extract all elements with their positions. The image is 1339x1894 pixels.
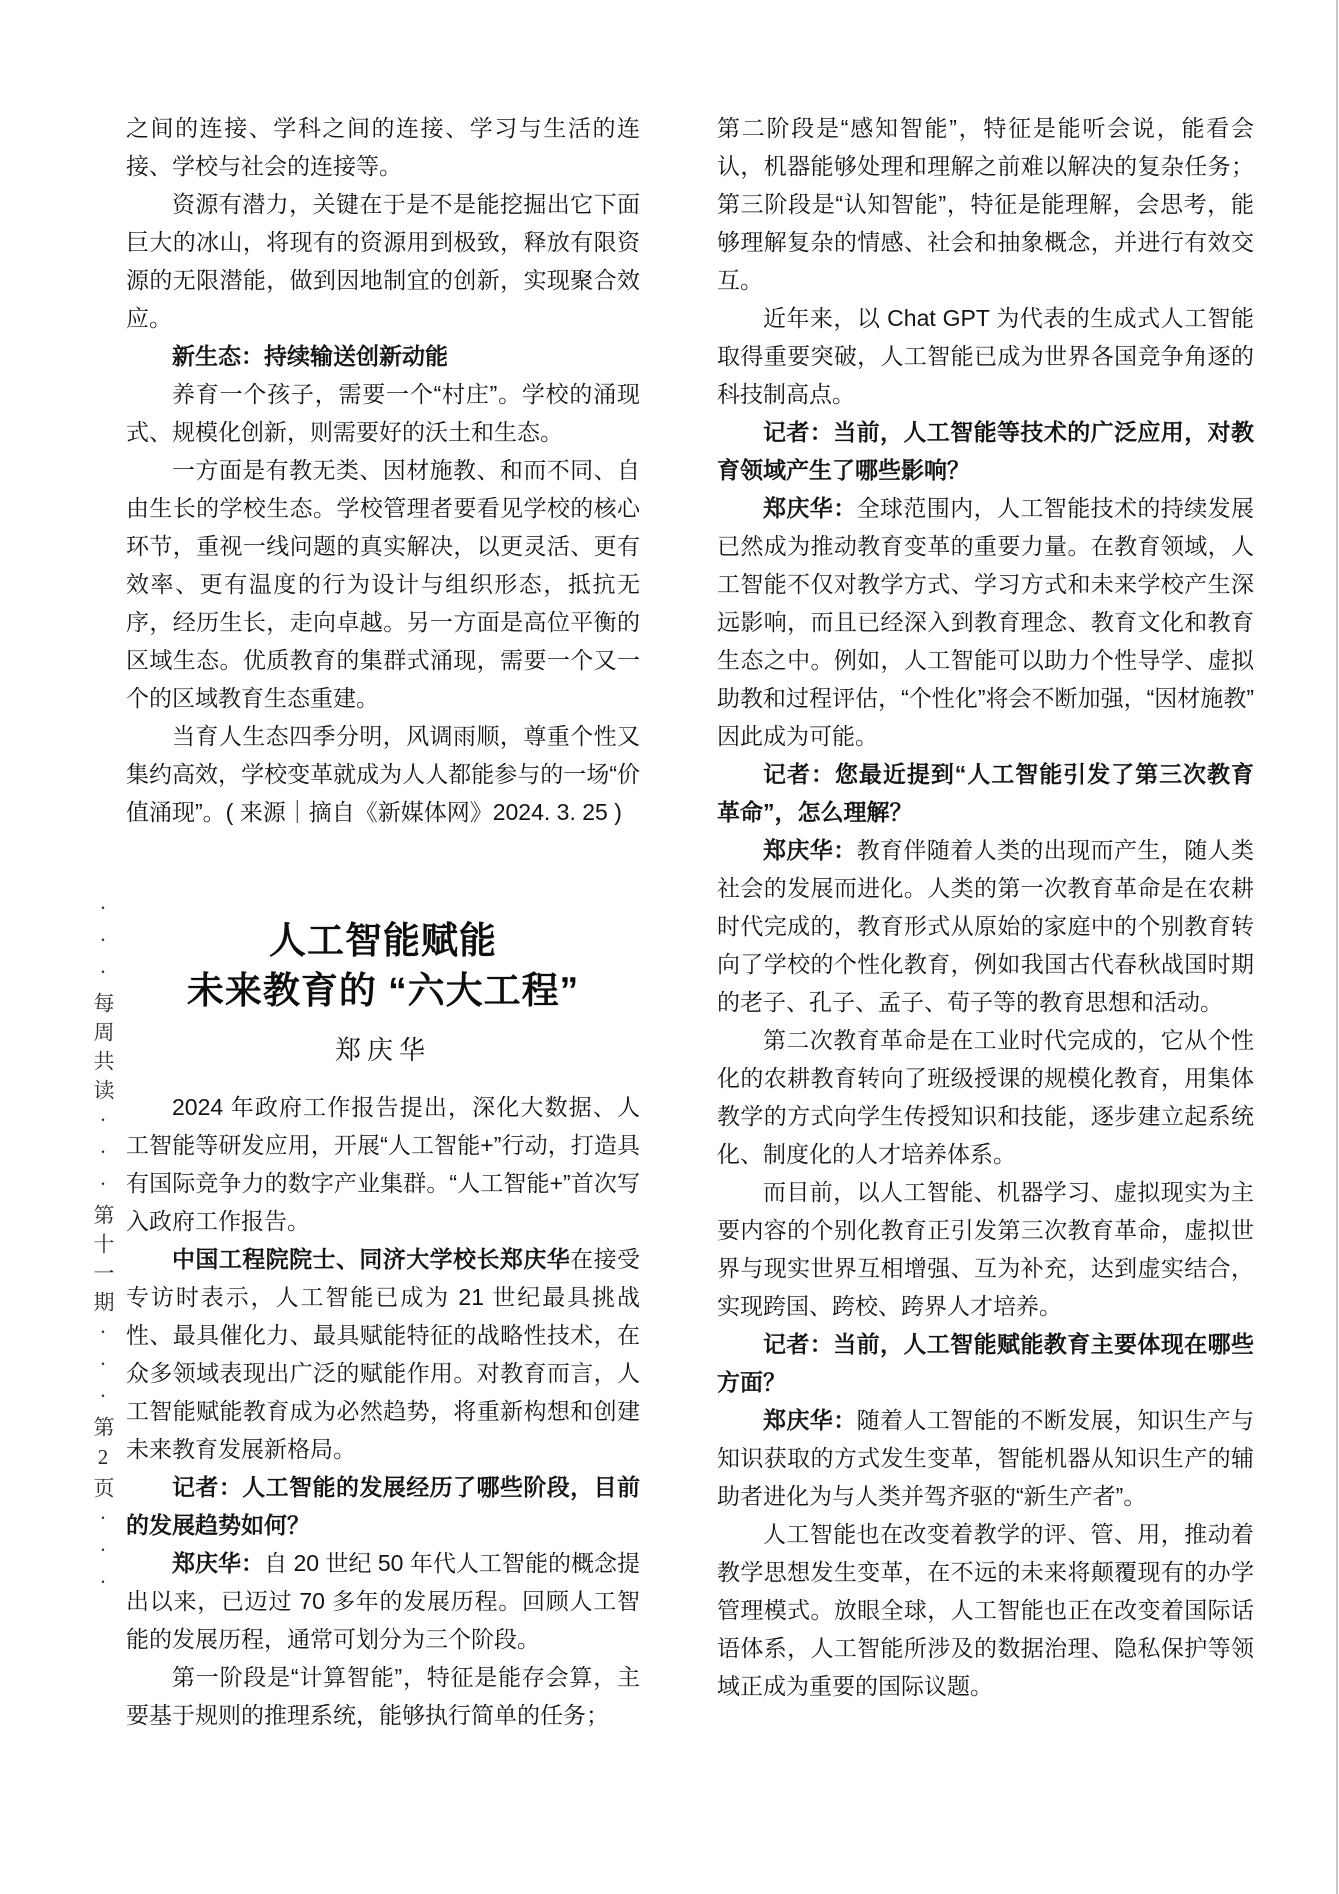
article2-title-block [126, 916, 640, 1070]
scan-edge-line [1336, 0, 1338, 1894]
sidebar-vertical-label: ···每周共读···第十一期···第2页··· [91, 896, 115, 1602]
paragraph: 中国工程院院士、同济大学校长郑庆华在接受专访时表示，人工智能已成为 21 世纪最具挑战性、最具催化力、最具赋能特征的战略性技术，在众多领域表现出广泛的赋能作用。对教育而言，人工智能赋能教育成为必然趋势，将重新构想和创建未来教育发展新格局。 [126, 1246, 641, 1462]
paragraph: 记者：当前，人工智能等技术的广泛应用，对教育领域产生了哪些影响？ [717, 419, 1254, 483]
paragraph: 资源有潜力，关键在于是不是能挖掘出它下面巨大的冰山，将现有的资源用到极致，释放有限资源的无限潜能，做到因地制宜的创新，实现聚合效应。 [126, 191, 640, 331]
paragraph: 而目前，以人工智能、机器学习、虚拟现实为主要内容的个别化教育正引发第三次教育革命，虚拟世界与现实世界互相增强、互为补充，达到虚实结合，实现跨国、跨校、跨界人才培养。 [717, 1179, 1254, 1319]
paragraph: 第一阶段是“计算智能”，特征是能存会算，主要基于规则的推理系统，能够执行简单的任务； [126, 1664, 640, 1728]
left-column [126, 109, 640, 1734]
article1-body [126, 109, 640, 831]
article2-title-line2: 未来教育的 “六大工程” [186, 970, 580, 1011]
paragraph: 郑庆华：教育伴随着人类的出现而产生，随人类社会的发展而进化。人类的第一次教育革命是在农耕时代完成的，教育形式从原始的家庭中的个别教育转向了学校的个性化教育，例如我国古代春秋战国时期的老子、孔子、孟子、荀子等的教育思想和活动。 [717, 837, 1255, 1015]
paragraph: 记者：人工智能的发展经历了哪些阶段，目前的发展趋势如何？ [126, 1474, 640, 1538]
paragraph: 第二阶段是“感知智能”，特征是能听会说，能看会认，机器能够处理和理解之前难以解决的复杂任务；第三阶段是“认知智能”，特征是能理解，会思考，能够理解复杂的情感、社会和抽象概念，并进行有效交互。 [717, 115, 1254, 293]
speaker-label: 中国工程院院士、同济大学校长郑庆华 [172, 1246, 571, 1272]
paragraph: 近年来，以 Chat GPT 为代表的生成式人工智能取得重要突破，人工智能已成为世界各国竞争角逐的科技制高点。 [717, 305, 1254, 407]
speaker-label: 郑庆华： [763, 495, 857, 521]
speaker-label: 郑庆华： [763, 1407, 857, 1433]
paragraph: 郑庆华：自 20 世纪 50 年代人工智能的概念提出以来，已迈过 70 多年的发展历程。回顾人工智能的发展历程，通常可划分为三个阶段。 [126, 1550, 641, 1652]
paragraph: 郑庆华：全球范围内，人工智能技术的持续发展已然成为推动教育变革的重要力量。在教育领域，人工智能不仅对教学方式、学习方式和未来学校产生深远影响，而且已经深入到教育理念、教育文化和教育生态之中。例如，人工智能可以助力个性导学、虚拟助教和过程评估，“个性化”将会不断加强，“因材施教”因此成为可能。 [717, 495, 1255, 749]
paragraph: 之间的连接、学科之间的连接、学习与生活的连接、学校与社会的连接等。 [126, 115, 640, 179]
paragraph: 2024 年政府工作报告提出，深化大数据、人工智能等研发应用，开展“人工智能+”行动，打造具有国际竞争力的数字产业集群。“人工智能+”首次写入政府工作报告。 [126, 1094, 640, 1234]
speaker-label: 郑庆华： [172, 1550, 265, 1576]
paragraph: 第二次教育革命是在工业时代完成的，它从个性化的农耕教育转向了班级授课的规模化教育，用集体教学的方式向学生传授知识和技能，逐步建立起系统化、制度化的人才培养体系。 [717, 1027, 1254, 1167]
paragraph: 记者：您最近提到“人工智能引发了第三次教育革命”，怎么理解？ [717, 761, 1254, 825]
paragraph: 新生态：持续输送创新动能 [172, 343, 448, 369]
right-column [717, 109, 1254, 1705]
paragraph: 一方面是有教无类、因材施教、和而不同、自由生长的学校生态。学校管理者要看见学校的核心环节，重视一线问题的真实解决，以更灵活、更有效率、更有温度的行为设计与组织形态，抵抗无序，经历生长，走向卓越。另一方面是高位平衡的区域生态。优质教育的集群式涌现，需要一个又一个的区域教育生态重建。 [126, 457, 640, 711]
paragraph: 当育人生态四季分明，风调雨顺，尊重个性又集约高效，学校变革就成为人人都能参与的一场“价值涌现”。( 来源｜摘自《新媒体网》2024. 3. 25 ) [126, 723, 640, 825]
paragraph: 人工智能也在改变着教学的评、管、用，推动着教学思想发生变革，在不远的未来将颠覆现有的办学管理模式。放眼全球，人工智能也正在改变着国际话语体系，人工智能所涉及的数据治理、隐私保护等领域正成为重要的国际议题。 [717, 1521, 1254, 1699]
article2-body [126, 1088, 640, 1734]
paragraph: 养育一个孩子，需要一个“村庄”。学校的涌现式、规模化创新，则需要好的沃土和生态。 [126, 381, 640, 445]
article2-title-line1: 人工智能赋能 [269, 920, 497, 961]
paragraph: 记者：当前，人工智能赋能教育主要体现在哪些方面？ [717, 1331, 1254, 1395]
speaker-label: 郑庆华： [763, 837, 857, 863]
article2-author: 郑庆华 [334, 1036, 431, 1065]
paragraph: 郑庆华：随着人工智能的不断发展，知识生产与知识获取的方式发生变革，智能机器从知识生产的辅助者进化为与人类并驾齐驱的“新生产者”。 [717, 1407, 1255, 1509]
